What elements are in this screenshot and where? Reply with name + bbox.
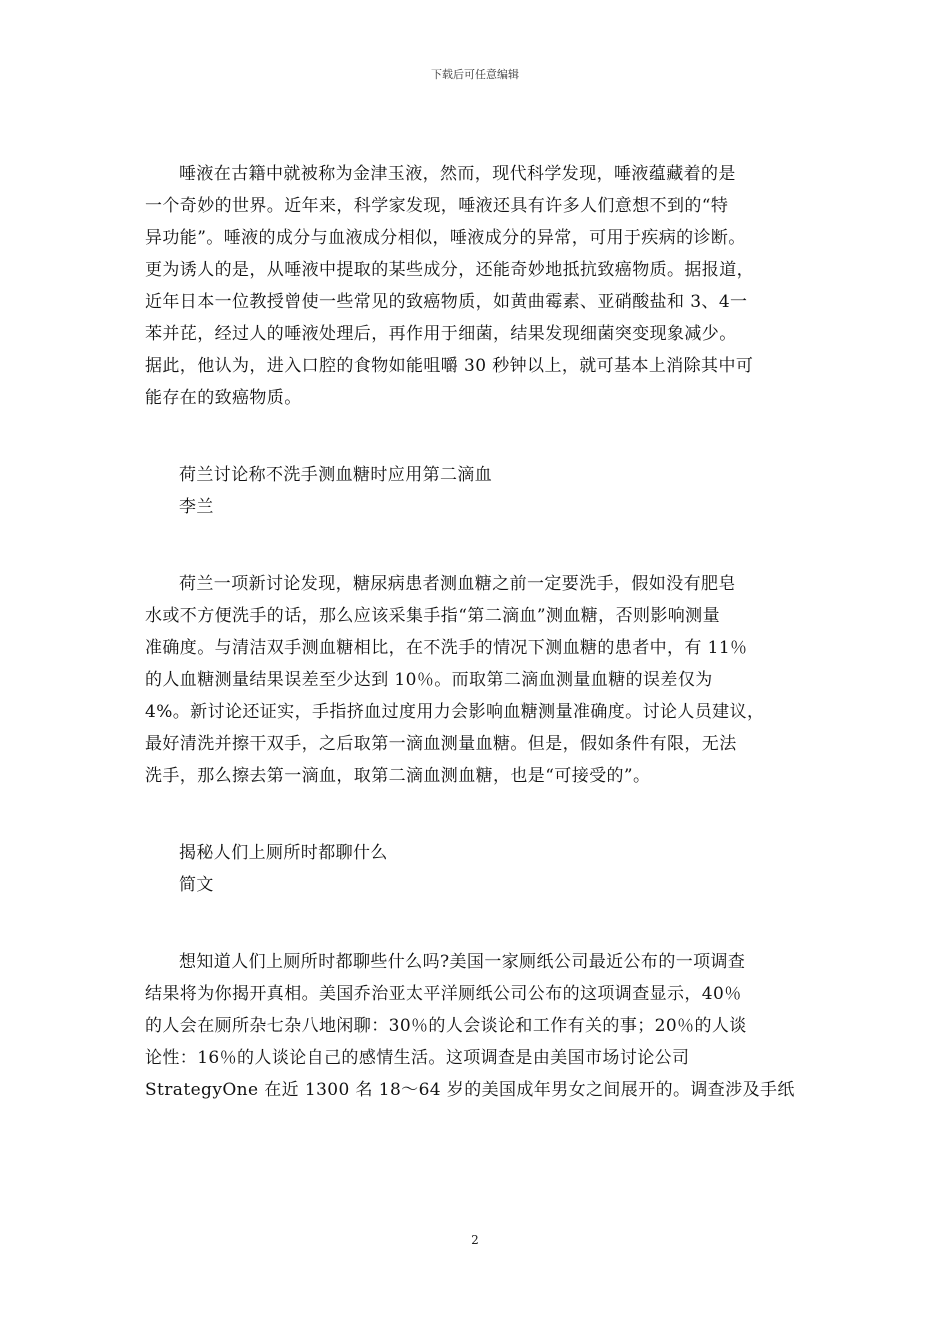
document-body [145, 158, 810, 1106]
text-line: 更为诱人的是，从唾液中提取的某些成分，还能奇妙地抵抗致癌物质。据报道， [145, 260, 754, 280]
text-line: 论性：16％的人谈论自己的感情生活。这项调查是由美国市场讨论公司 [145, 1048, 690, 1068]
text-line: 最好清洗并擦干双手，之后取第一滴血测量血糖。但是，假如条件有限，无法 [145, 734, 737, 754]
text-line: 苯并芘，经过人的唾液处理后，再作用于细菌，结果发现细菌突变现象减少。 [145, 324, 737, 344]
article-title: 荷兰讨论称不洗手测血糖时应用第二滴血 [179, 465, 493, 485]
paragraph-saliva [145, 158, 810, 414]
text-line: 4%。新讨论还证实，手指挤血过度用力会影响血糖测量准确度。讨论人员建议， [145, 702, 765, 722]
header-note: 下载后可任意编辑 [431, 68, 519, 81]
text-line: 一个奇妙的世界。近年来，科学家发现，唾液还具有许多人们意想不到的“特 [145, 196, 729, 216]
text-line: StrategyOne 在近 1300 名 18～64 岁的美国成年男女之间展开的。调查涉及手纸 [145, 1080, 795, 1100]
text-line: 唾液在古籍中就被称为金津玉液，然而，现代科学发现，唾液蕴藏着的是 [179, 164, 736, 184]
text-line: 的人血糖测量结果误差至少达到 10％。而取第二滴血测量血糖的误差仅为 [145, 670, 713, 690]
article-author: 李兰 [179, 497, 214, 517]
text-line: 异功能”。唾液的成分与血液成分相似，唾液成分的异常，可用于疾病的诊断。 [145, 228, 746, 248]
page-number: 2 [471, 1233, 479, 1247]
article-author: 简文 [179, 875, 214, 895]
text-line: 水或不方便洗手的话，那么应该采集手指“第二滴血”测血糖，否则影响测量 [145, 606, 720, 626]
paragraph-restroom-chat [145, 946, 810, 1106]
text-line: 能存在的致癌物质。 [145, 388, 302, 408]
text-line: 据此，他认为，进入口腔的食物如能咀嚼 30 秒钟以上，就可基本上消除其中可 [145, 356, 754, 376]
paragraph-blood-sugar [145, 568, 810, 792]
text-line: 结果将为你揭开真相。美国乔治亚太平洋厕纸公司公布的这项调查显示，40％ [145, 984, 742, 1004]
text-line: 荷兰一项新讨论发现，糖尿病患者测血糖之前一定要洗手，假如没有肥皂 [179, 574, 736, 594]
text-line: 的人会在厕所杂七杂八地闲聊：30％的人会谈论和工作有关的事；20％的人谈 [145, 1016, 747, 1036]
text-line: 洗手，那么擦去第一滴血，取第二滴血测血糖，也是“可接受的”。 [145, 766, 651, 786]
article-title: 揭秘人们上厕所时都聊什么 [179, 843, 388, 863]
text-line: 近年日本一位教授曾使一些常见的致癌物质，如黄曲霉素、亚硝酸盐和 3、4一 [145, 292, 748, 312]
text-line: 想知道人们上厕所时都聊些什么吗?美国一家厕纸公司最近公布的一项调查 [179, 952, 746, 972]
text-line: 准确度。与清洁双手测血糖相比，在不洗手的情况下测血糖的患者中，有 11％ [145, 638, 748, 658]
